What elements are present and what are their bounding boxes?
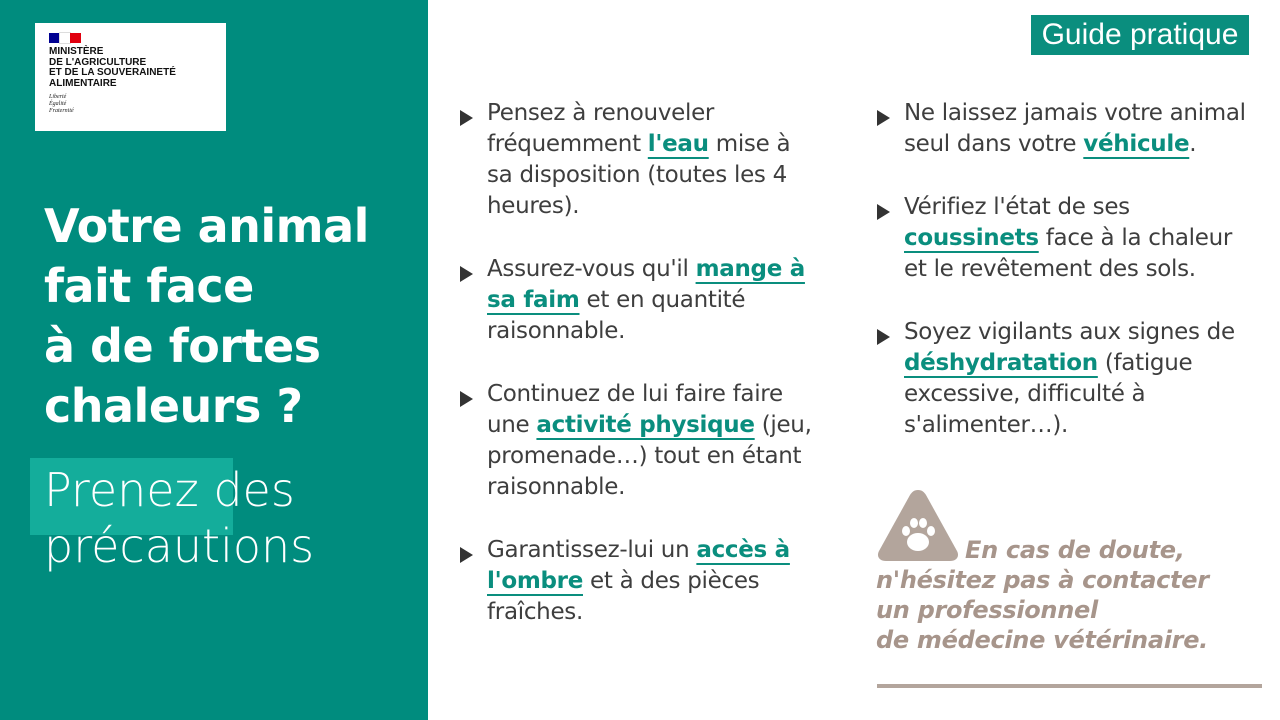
- bullet-triangle-icon: [460, 266, 473, 282]
- tip-keyword: véhicule: [1083, 131, 1190, 157]
- tip-keyword: déshydratation: [904, 350, 1098, 376]
- ministry-logo: [35, 23, 226, 131]
- tip-text: Vérifiez l'état de ses coussinets face à la chaleur et le revêtement des sols.: [904, 194, 1233, 282]
- republic-motto: Liberté Égalité Fraternité: [49, 94, 74, 114]
- tip-keyword: l'eau: [647, 131, 709, 157]
- tip-text: Continuez de lui faire faire une activité physique (jeu, promenade…) tout en étant raisonnable.: [487, 381, 812, 500]
- tip-keyword: mange à sa faim: [487, 256, 805, 313]
- tip-text: Soyez vigilants aux signes de déshydratation (fatigue excessive, difficulté à s'alimenter…).: [904, 319, 1235, 438]
- tip-text: Garantissez-lui un accès à l'ombre et à des pièces fraîches.: [487, 537, 790, 625]
- ministry-name: MINISTÈRE DE L'AGRICULTURE ET DE LA SOUVERAINETÉ ALIMENTAIRE: [49, 46, 176, 89]
- subtitle-rest: des précautions: [44, 463, 315, 573]
- tip-item: [875, 192, 1255, 285]
- tip-text: Ne laissez jamais votre animal seul dans votre véhicule.: [904, 100, 1246, 157]
- bullet-triangle-icon: [877, 329, 890, 345]
- bullet-triangle-icon: [460, 391, 473, 407]
- tip-keyword: coussinets: [904, 225, 1039, 251]
- paw-warning-triangle-icon: [876, 487, 960, 562]
- tip-item: [875, 317, 1255, 441]
- tip-keyword: activité physique: [536, 412, 755, 438]
- tip-keyword: accès à l'ombre: [487, 537, 790, 594]
- bottom-divider: [877, 684, 1262, 688]
- tips-column-right: [875, 98, 1255, 473]
- bullet-triangle-icon: [877, 110, 890, 126]
- tip-text: Pensez à renouveler fréquemment l'eau mise à sa disposition (toutes les 4 heures).: [487, 100, 791, 219]
- tip-item: [458, 98, 818, 222]
- tip-item: [458, 254, 818, 347]
- tip-item: [458, 535, 818, 628]
- guide-badge: Guide pratique: [1031, 15, 1249, 55]
- subtitle-highlight-word: Prenez: [44, 463, 199, 517]
- bullet-triangle-icon: [460, 547, 473, 563]
- french-flag-icon: [49, 33, 81, 43]
- warning-text: En cas de doute, n'hésitez pas à contacter un professionnel de médecine vétérinaire.: [876, 536, 1209, 654]
- page-title: Votre animal fait face à de fortes chaleurs ?: [44, 199, 369, 433]
- subtitle: [44, 462, 424, 574]
- bullet-triangle-icon: [460, 110, 473, 126]
- tip-item: [875, 98, 1255, 160]
- warning-callout: [876, 487, 1266, 655]
- tip-text: Assurez-vous qu'il mange à sa faim et en quantité raisonnable.: [487, 256, 805, 344]
- tip-item: [458, 379, 818, 503]
- bullet-triangle-icon: [877, 204, 890, 220]
- tips-column-left: [458, 98, 818, 660]
